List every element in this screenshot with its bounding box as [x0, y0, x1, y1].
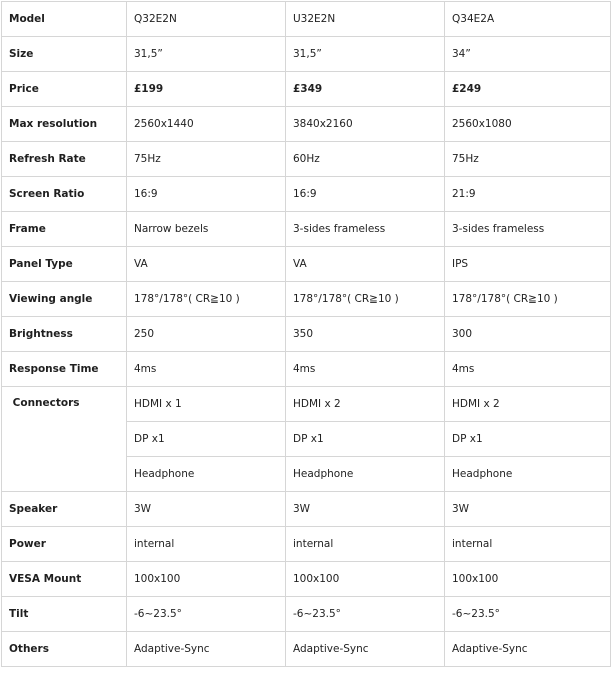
table-cell: internal	[445, 527, 611, 562]
table-cell: DP x1	[445, 422, 611, 457]
table-cell: 4ms	[127, 352, 286, 387]
row-label: VESA Mount	[2, 562, 127, 597]
table-cell: 21:9	[445, 177, 611, 212]
table-cell: 31,5”	[127, 37, 286, 72]
table-row	[2, 107, 611, 142]
table-cell: 34”	[445, 37, 611, 72]
table-cell: Headphone	[286, 457, 445, 492]
row-label: Tilt	[2, 597, 127, 632]
table-row	[2, 177, 611, 212]
table-cell: VA	[127, 247, 286, 282]
table-cell: Adaptive-Sync	[127, 632, 286, 667]
table-row	[2, 72, 611, 107]
header-cell-u32e2n: U32E2N	[286, 2, 445, 37]
header-row	[2, 2, 611, 37]
table-row	[2, 37, 611, 72]
row-label: Size	[2, 37, 127, 72]
table-cell: 16:9	[286, 177, 445, 212]
table-row	[2, 212, 611, 247]
table-row	[2, 492, 611, 527]
table-cell: 3840x2160	[286, 107, 445, 142]
table-cell: 3W	[445, 492, 611, 527]
table-cell: £349	[286, 72, 445, 107]
table-cell: 178°/178°( CR≧10 )	[127, 282, 286, 317]
table-row	[2, 282, 611, 317]
monitor-comparison-table	[1, 1, 611, 667]
table-cell: 31,5”	[286, 37, 445, 72]
table-cell: -6~23.5°	[127, 597, 286, 632]
table-row	[2, 632, 611, 667]
table-cell: Narrow bezels	[127, 212, 286, 247]
header-cell-q34e2a: Q34E2A	[445, 2, 611, 37]
table-cell: VA	[286, 247, 445, 282]
table-cell: HDMI x 2	[286, 387, 445, 422]
table-cell: DP x1	[127, 422, 286, 457]
table-cell: 100x100	[445, 562, 611, 597]
table-cell: IPS	[445, 247, 611, 282]
row-label: Panel Type	[2, 247, 127, 282]
row-label: Refresh Rate	[2, 142, 127, 177]
row-label: Connectors	[2, 387, 127, 492]
row-label: Brightness	[2, 317, 127, 352]
table-row	[2, 527, 611, 562]
row-label: Frame	[2, 212, 127, 247]
table-cell: internal	[127, 527, 286, 562]
table-row	[2, 142, 611, 177]
row-label: Response Time	[2, 352, 127, 387]
table-cell: 3-sides frameless	[445, 212, 611, 247]
table-cell: HDMI x 2	[445, 387, 611, 422]
table-cell: Adaptive-Sync	[445, 632, 611, 667]
table-row	[2, 562, 611, 597]
table-cell: Headphone	[127, 457, 286, 492]
table-row	[2, 597, 611, 632]
table-cell: 4ms	[286, 352, 445, 387]
row-label: Screen Ratio	[2, 177, 127, 212]
row-label: Price	[2, 72, 127, 107]
table-cell: 75Hz	[445, 142, 611, 177]
table-cell: 350	[286, 317, 445, 352]
row-label: Viewing angle	[2, 282, 127, 317]
row-label: Speaker	[2, 492, 127, 527]
header-cell-model: Model	[2, 2, 127, 37]
table-cell: £249	[445, 72, 611, 107]
connectors-row	[2, 387, 611, 422]
table-cell: 300	[445, 317, 611, 352]
table-cell: 4ms	[445, 352, 611, 387]
table-cell: 100x100	[127, 562, 286, 597]
table-cell: 16:9	[127, 177, 286, 212]
table-cell: internal	[286, 527, 445, 562]
table-cell: Headphone	[445, 457, 611, 492]
table-cell: 100x100	[286, 562, 445, 597]
table-cell: 2560x1440	[127, 107, 286, 142]
table-cell: 178°/178°( CR≧10 )	[445, 282, 611, 317]
table-cell: 3W	[127, 492, 286, 527]
table-cell: 3W	[286, 492, 445, 527]
row-label: Max resolution	[2, 107, 127, 142]
table-cell: £199	[127, 72, 286, 107]
table-cell: HDMI x 1	[127, 387, 286, 422]
table-cell: 75Hz	[127, 142, 286, 177]
table-cell: Adaptive-Sync	[286, 632, 445, 667]
table-row	[2, 247, 611, 282]
table-cell: -6~23.5°	[286, 597, 445, 632]
table-cell: 178°/178°( CR≧10 )	[286, 282, 445, 317]
table-cell: DP x1	[286, 422, 445, 457]
row-label: Power	[2, 527, 127, 562]
table-cell: 60Hz	[286, 142, 445, 177]
table-cell: 250	[127, 317, 286, 352]
table-row	[2, 352, 611, 387]
header-cell-q32e2n: Q32E2N	[127, 2, 286, 37]
table-cell: 2560x1080	[445, 107, 611, 142]
table-cell: -6~23.5°	[445, 597, 611, 632]
row-label: Others	[2, 632, 127, 667]
table-cell: 3-sides frameless	[286, 212, 445, 247]
table-row	[2, 317, 611, 352]
